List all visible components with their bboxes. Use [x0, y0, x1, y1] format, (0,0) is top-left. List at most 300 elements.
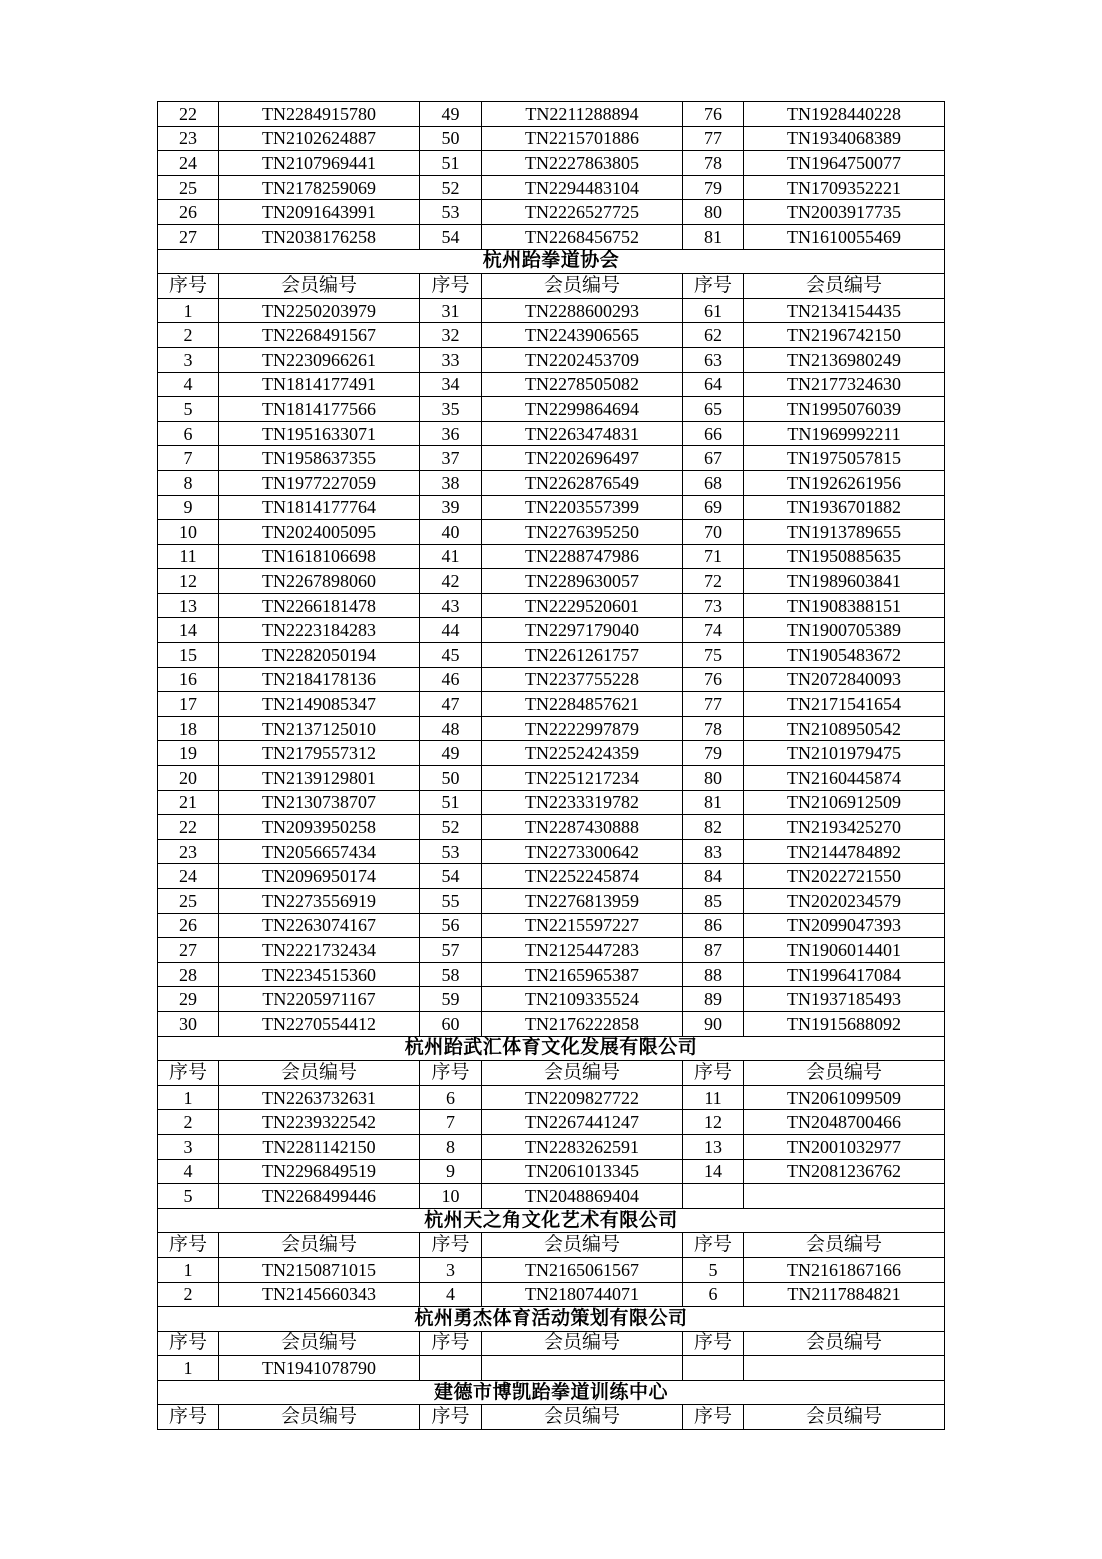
member-id-cell: TN1977227059	[219, 470, 420, 495]
member-id-cell: TN1975057815	[744, 446, 945, 471]
seq-cell: 33	[420, 347, 482, 372]
seq-cell: 54	[420, 224, 482, 249]
table-row	[158, 913, 945, 938]
member-id-cell: TN2180744071	[482, 1282, 683, 1307]
member-id-cell: TN2102624887	[219, 126, 420, 151]
seq-cell: 13	[683, 1134, 744, 1159]
seq-cell: 8	[158, 470, 219, 495]
member-id-cell: TN2288600293	[482, 298, 683, 323]
seq-cell: 20	[158, 766, 219, 791]
member-id-cell: TN2093950258	[219, 815, 420, 840]
member-id-cell: TN1618106698	[219, 544, 420, 569]
member-id-cell: TN2211288894	[482, 102, 683, 127]
seq-cell: 85	[683, 889, 744, 914]
member-id-cell: TN2161867166	[744, 1257, 945, 1282]
member-id-cell: TN2287430888	[482, 815, 683, 840]
member-id-cell: TN2048869404	[482, 1184, 683, 1209]
member-id-header: 会员编号	[482, 1331, 683, 1356]
seq-cell: 86	[683, 913, 744, 938]
seq-cell: 25	[158, 889, 219, 914]
seq-cell: 83	[683, 839, 744, 864]
seq-cell: 43	[420, 593, 482, 618]
seq-cell: 47	[420, 692, 482, 717]
member-id-cell: TN2171541654	[744, 692, 945, 717]
seq-header: 序号	[158, 1405, 219, 1430]
member-id-cell: TN2109335524	[482, 987, 683, 1012]
member-id-cell: TN2294483104	[482, 175, 683, 200]
member-id-cell: TN1905483672	[744, 643, 945, 668]
member-id-cell: TN2252245874	[482, 864, 683, 889]
seq-cell: 21	[158, 790, 219, 815]
table-row	[158, 643, 945, 668]
member-id-header: 会员编号	[744, 1405, 945, 1430]
seq-header: 序号	[420, 1061, 482, 1086]
member-id-cell: TN1900705389	[744, 618, 945, 643]
seq-cell: 52	[420, 815, 482, 840]
seq-header: 序号	[158, 274, 219, 299]
seq-cell: 77	[683, 692, 744, 717]
member-id-cell: TN2165965387	[482, 962, 683, 987]
member-id-cell: TN2202696497	[482, 446, 683, 471]
seq-cell: 29	[158, 987, 219, 1012]
section-title: 杭州勇杰体育活动策划有限公司	[158, 1307, 945, 1332]
member-id-cell: TN2106912509	[744, 790, 945, 815]
seq-cell: 69	[683, 495, 744, 520]
member-table-body	[158, 102, 945, 1430]
seq-cell: 37	[420, 446, 482, 471]
seq-cell: 4	[158, 372, 219, 397]
seq-cell: 11	[683, 1085, 744, 1110]
seq-cell: 1	[158, 1085, 219, 1110]
seq-cell	[683, 1356, 744, 1381]
member-id-cell: TN2001032977	[744, 1134, 945, 1159]
table-row	[158, 495, 945, 520]
section-title: 杭州天之角文化艺术有限公司	[158, 1208, 945, 1233]
seq-cell: 78	[683, 716, 744, 741]
seq-cell: 55	[420, 889, 482, 914]
seq-cell: 18	[158, 716, 219, 741]
member-table	[157, 101, 945, 1430]
seq-header: 序号	[158, 1061, 219, 1086]
table-row	[158, 667, 945, 692]
member-id-cell: TN2250203979	[219, 298, 420, 323]
member-id-cell: TN2125447283	[482, 938, 683, 963]
seq-cell: 2	[158, 1282, 219, 1307]
member-id-header: 会员编号	[744, 1331, 945, 1356]
table-row	[158, 766, 945, 791]
seq-header: 序号	[683, 274, 744, 299]
table-row	[158, 987, 945, 1012]
seq-cell: 4	[158, 1159, 219, 1184]
member-id-cell: TN2262876549	[482, 470, 683, 495]
seq-cell: 77	[683, 126, 744, 151]
member-id-cell: TN2251217234	[482, 766, 683, 791]
seq-cell: 14	[158, 618, 219, 643]
seq-cell: 12	[683, 1110, 744, 1135]
member-id-cell: TN2281142150	[219, 1134, 420, 1159]
seq-cell: 27	[158, 938, 219, 963]
seq-cell: 64	[683, 372, 744, 397]
member-id-cell: TN2130738707	[219, 790, 420, 815]
table-row	[158, 102, 945, 127]
seq-cell: 80	[683, 766, 744, 791]
table-row	[158, 1184, 945, 1209]
seq-cell: 28	[158, 962, 219, 987]
seq-cell: 22	[158, 815, 219, 840]
member-id-cell: TN2196742150	[744, 323, 945, 348]
member-id-cell: TN2024005095	[219, 520, 420, 545]
seq-cell: 60	[420, 1011, 482, 1036]
table-row	[158, 889, 945, 914]
table-row	[158, 372, 945, 397]
seq-cell	[420, 1356, 482, 1381]
member-id-header: 会员编号	[219, 1405, 420, 1430]
member-id-header: 会员编号	[482, 274, 683, 299]
seq-cell: 15	[158, 643, 219, 668]
table-row	[158, 741, 945, 766]
seq-cell: 12	[158, 569, 219, 594]
member-id-cell: TN2096950174	[219, 864, 420, 889]
table-row	[158, 1356, 945, 1381]
section-title-row	[158, 249, 945, 274]
seq-cell: 51	[420, 790, 482, 815]
seq-cell: 7	[158, 446, 219, 471]
member-id-cell: TN2003917735	[744, 200, 945, 225]
member-id-cell: TN1934068389	[744, 126, 945, 151]
member-id-cell: TN2177324630	[744, 372, 945, 397]
member-id-cell: TN2215597227	[482, 913, 683, 938]
member-id-cell: TN2179557312	[219, 741, 420, 766]
member-id-header: 会员编号	[482, 1233, 683, 1258]
member-id-cell: TN2150871015	[219, 1257, 420, 1282]
member-id-cell: TN2296849519	[219, 1159, 420, 1184]
member-id-cell: TN2273300642	[482, 839, 683, 864]
seq-cell: 58	[420, 962, 482, 987]
member-id-cell: TN1814177566	[219, 397, 420, 422]
table-row	[158, 126, 945, 151]
member-id-cell: TN1937185493	[744, 987, 945, 1012]
member-id-cell: TN1950885635	[744, 544, 945, 569]
seq-cell: 24	[158, 151, 219, 176]
member-id-cell: TN2229520601	[482, 593, 683, 618]
seq-cell: 56	[420, 913, 482, 938]
member-id-cell: TN2136980249	[744, 347, 945, 372]
seq-cell: 8	[420, 1134, 482, 1159]
member-id-header: 会员编号	[482, 1061, 683, 1086]
section-title: 杭州跆拳道协会	[158, 249, 945, 274]
seq-cell: 11	[158, 544, 219, 569]
member-id-cell: TN2108950542	[744, 716, 945, 741]
seq-cell: 44	[420, 618, 482, 643]
member-id-header: 会员编号	[219, 1061, 420, 1086]
seq-cell: 38	[420, 470, 482, 495]
member-id-cell: TN2268499446	[219, 1184, 420, 1209]
seq-cell: 35	[420, 397, 482, 422]
member-id-cell: TN1958637355	[219, 446, 420, 471]
table-row	[158, 716, 945, 741]
member-id-cell: TN2268491567	[219, 323, 420, 348]
member-id-cell: TN2252424359	[482, 741, 683, 766]
seq-cell: 65	[683, 397, 744, 422]
section-title-row	[158, 1307, 945, 1332]
seq-cell: 39	[420, 495, 482, 520]
seq-cell: 50	[420, 126, 482, 151]
seq-cell: 6	[683, 1282, 744, 1307]
seq-cell: 26	[158, 200, 219, 225]
seq-cell: 63	[683, 347, 744, 372]
seq-header: 序号	[683, 1405, 744, 1430]
member-id-cell: TN2297179040	[482, 618, 683, 643]
seq-cell: 50	[420, 766, 482, 791]
member-id-cell: TN2266181478	[219, 593, 420, 618]
member-id-cell: TN2160445874	[744, 766, 945, 791]
member-id-cell: TN2139129801	[219, 766, 420, 791]
member-id-cell: TN2239322542	[219, 1110, 420, 1135]
member-id-header: 会员编号	[744, 1061, 945, 1086]
table-row	[158, 1282, 945, 1307]
member-id-cell: TN2276395250	[482, 520, 683, 545]
member-id-cell: TN2283262591	[482, 1134, 683, 1159]
member-id-cell: TN1926261956	[744, 470, 945, 495]
seq-cell: 17	[158, 692, 219, 717]
member-id-cell: TN2205971167	[219, 987, 420, 1012]
seq-cell: 1	[158, 298, 219, 323]
member-id-cell: TN1936701882	[744, 495, 945, 520]
table-row	[158, 1085, 945, 1110]
seq-cell: 51	[420, 151, 482, 176]
table-row	[158, 938, 945, 963]
seq-cell: 61	[683, 298, 744, 323]
seq-cell: 2	[158, 1110, 219, 1135]
seq-cell: 54	[420, 864, 482, 889]
seq-cell: 49	[420, 741, 482, 766]
table-row	[158, 1257, 945, 1282]
seq-cell: 10	[420, 1184, 482, 1209]
member-id-cell: TN2137125010	[219, 716, 420, 741]
member-id-header: 会员编号	[219, 274, 420, 299]
seq-cell: 79	[683, 741, 744, 766]
member-id-cell: TN2273556919	[219, 889, 420, 914]
seq-cell: 6	[420, 1085, 482, 1110]
member-id-header: 会员编号	[482, 1405, 683, 1430]
member-id-cell: TN1969992211	[744, 421, 945, 446]
seq-header: 序号	[683, 1061, 744, 1086]
seq-cell: 40	[420, 520, 482, 545]
member-id-cell: TN2221732434	[219, 938, 420, 963]
section-title-row	[158, 1380, 945, 1405]
section-title: 杭州跆武汇体育文化发展有限公司	[158, 1036, 945, 1061]
member-id-cell: TN2061099509	[744, 1085, 945, 1110]
member-id-cell: TN2020234579	[744, 889, 945, 914]
seq-cell: 1	[158, 1257, 219, 1282]
seq-cell: 62	[683, 323, 744, 348]
member-id-cell: TN2284857621	[482, 692, 683, 717]
seq-cell: 2	[158, 323, 219, 348]
seq-cell: 16	[158, 667, 219, 692]
column-header-row	[158, 1405, 945, 1430]
member-id-cell: TN2203557399	[482, 495, 683, 520]
seq-cell: 67	[683, 446, 744, 471]
table-row	[158, 323, 945, 348]
seq-cell: 41	[420, 544, 482, 569]
seq-cell: 59	[420, 987, 482, 1012]
member-id-cell: TN1996417084	[744, 962, 945, 987]
seq-cell: 68	[683, 470, 744, 495]
column-header-row	[158, 1061, 945, 1086]
member-id-cell: TN2284915780	[219, 102, 420, 127]
table-row	[158, 151, 945, 176]
member-id-cell: TN1928440228	[744, 102, 945, 127]
seq-cell: 5	[683, 1257, 744, 1282]
seq-cell: 53	[420, 839, 482, 864]
member-id-cell: TN1908388151	[744, 593, 945, 618]
seq-header: 序号	[158, 1233, 219, 1258]
seq-cell: 49	[420, 102, 482, 127]
member-id-cell: TN2299864694	[482, 397, 683, 422]
seq-cell: 10	[158, 520, 219, 545]
member-id-header: 会员编号	[219, 1331, 420, 1356]
table-row	[158, 569, 945, 594]
seq-header: 序号	[420, 1233, 482, 1258]
seq-cell: 57	[420, 938, 482, 963]
member-id-header: 会员编号	[744, 274, 945, 299]
seq-cell: 3	[420, 1257, 482, 1282]
seq-cell: 75	[683, 643, 744, 668]
table-row	[158, 815, 945, 840]
seq-cell: 14	[683, 1159, 744, 1184]
table-row	[158, 1011, 945, 1036]
table-row	[158, 200, 945, 225]
section-title-row	[158, 1208, 945, 1233]
member-id-cell: TN1941078790	[219, 1356, 420, 1381]
seq-cell: 23	[158, 126, 219, 151]
member-id-header: 会员编号	[744, 1233, 945, 1258]
seq-cell: 13	[158, 593, 219, 618]
member-id-cell: TN2072840093	[744, 667, 945, 692]
member-id-cell: TN2263732631	[219, 1085, 420, 1110]
member-id-cell: TN2288747986	[482, 544, 683, 569]
member-id-cell: TN2056657434	[219, 839, 420, 864]
seq-cell: 66	[683, 421, 744, 446]
member-id-cell: TN2227863805	[482, 151, 683, 176]
table-row	[158, 1110, 945, 1135]
member-id-cell	[744, 1184, 945, 1209]
member-id-cell: TN1610055469	[744, 224, 945, 249]
seq-cell: 32	[420, 323, 482, 348]
member-id-cell: TN2237755228	[482, 667, 683, 692]
seq-cell: 81	[683, 790, 744, 815]
seq-cell: 89	[683, 987, 744, 1012]
seq-header: 序号	[420, 1405, 482, 1430]
table-row	[158, 1134, 945, 1159]
member-id-cell: TN2230966261	[219, 347, 420, 372]
member-id-cell: TN2149085347	[219, 692, 420, 717]
seq-cell: 76	[683, 102, 744, 127]
member-id-cell: TN2176222858	[482, 1011, 683, 1036]
member-id-cell	[482, 1356, 683, 1381]
member-id-cell: TN2276813959	[482, 889, 683, 914]
seq-cell: 36	[420, 421, 482, 446]
table-row	[158, 397, 945, 422]
member-id-cell: TN2234515360	[219, 962, 420, 987]
member-id-cell: TN1995076039	[744, 397, 945, 422]
member-id-cell: TN1913789655	[744, 520, 945, 545]
member-id-cell: TN1906014401	[744, 938, 945, 963]
seq-header: 序号	[683, 1331, 744, 1356]
member-id-cell: TN1814177764	[219, 495, 420, 520]
member-id-cell: TN2215701886	[482, 126, 683, 151]
seq-header: 序号	[683, 1233, 744, 1258]
member-id-cell: TN2061013345	[482, 1159, 683, 1184]
table-row	[158, 224, 945, 249]
member-id-cell: TN2223184283	[219, 618, 420, 643]
member-id-cell: TN2267441247	[482, 1110, 683, 1135]
section-title-row	[158, 1036, 945, 1061]
seq-header: 序号	[420, 1331, 482, 1356]
seq-cell: 30	[158, 1011, 219, 1036]
member-id-cell: TN2184178136	[219, 667, 420, 692]
member-id-cell: TN2226527725	[482, 200, 683, 225]
table-row	[158, 790, 945, 815]
table-row	[158, 962, 945, 987]
table-row	[158, 839, 945, 864]
seq-cell: 48	[420, 716, 482, 741]
seq-cell: 26	[158, 913, 219, 938]
seq-cell: 72	[683, 569, 744, 594]
member-id-cell: TN2081236762	[744, 1159, 945, 1184]
seq-cell: 52	[420, 175, 482, 200]
table-row	[158, 1159, 945, 1184]
seq-header: 序号	[420, 274, 482, 299]
table-row	[158, 520, 945, 545]
member-id-cell: TN2261261757	[482, 643, 683, 668]
seq-cell: 70	[683, 520, 744, 545]
seq-cell: 46	[420, 667, 482, 692]
seq-cell: 42	[420, 569, 482, 594]
table-row	[158, 544, 945, 569]
member-id-cell: TN2107969441	[219, 151, 420, 176]
seq-cell: 3	[158, 1134, 219, 1159]
table-row	[158, 618, 945, 643]
seq-cell: 87	[683, 938, 744, 963]
seq-cell: 31	[420, 298, 482, 323]
member-id-cell: TN2282050194	[219, 643, 420, 668]
seq-cell: 78	[683, 151, 744, 176]
column-header-row	[158, 1331, 945, 1356]
member-id-cell: TN2048700466	[744, 1110, 945, 1135]
member-id-cell: TN2134154435	[744, 298, 945, 323]
table-row	[158, 692, 945, 717]
member-id-cell: TN1964750077	[744, 151, 945, 176]
seq-header: 序号	[158, 1331, 219, 1356]
seq-cell: 82	[683, 815, 744, 840]
seq-cell: 90	[683, 1011, 744, 1036]
seq-cell: 7	[420, 1110, 482, 1135]
member-id-cell: TN2278505082	[482, 372, 683, 397]
member-id-cell: TN2178259069	[219, 175, 420, 200]
seq-cell: 73	[683, 593, 744, 618]
column-header-row	[158, 274, 945, 299]
seq-cell: 76	[683, 667, 744, 692]
member-id-cell: TN2263074167	[219, 913, 420, 938]
member-id-cell: TN1709352221	[744, 175, 945, 200]
member-id-cell: TN2165061567	[482, 1257, 683, 1282]
member-id-cell: TN2022721550	[744, 864, 945, 889]
member-id-cell: TN2099047393	[744, 913, 945, 938]
member-id-cell: TN2193425270	[744, 815, 945, 840]
seq-cell	[683, 1184, 744, 1209]
seq-cell: 45	[420, 643, 482, 668]
